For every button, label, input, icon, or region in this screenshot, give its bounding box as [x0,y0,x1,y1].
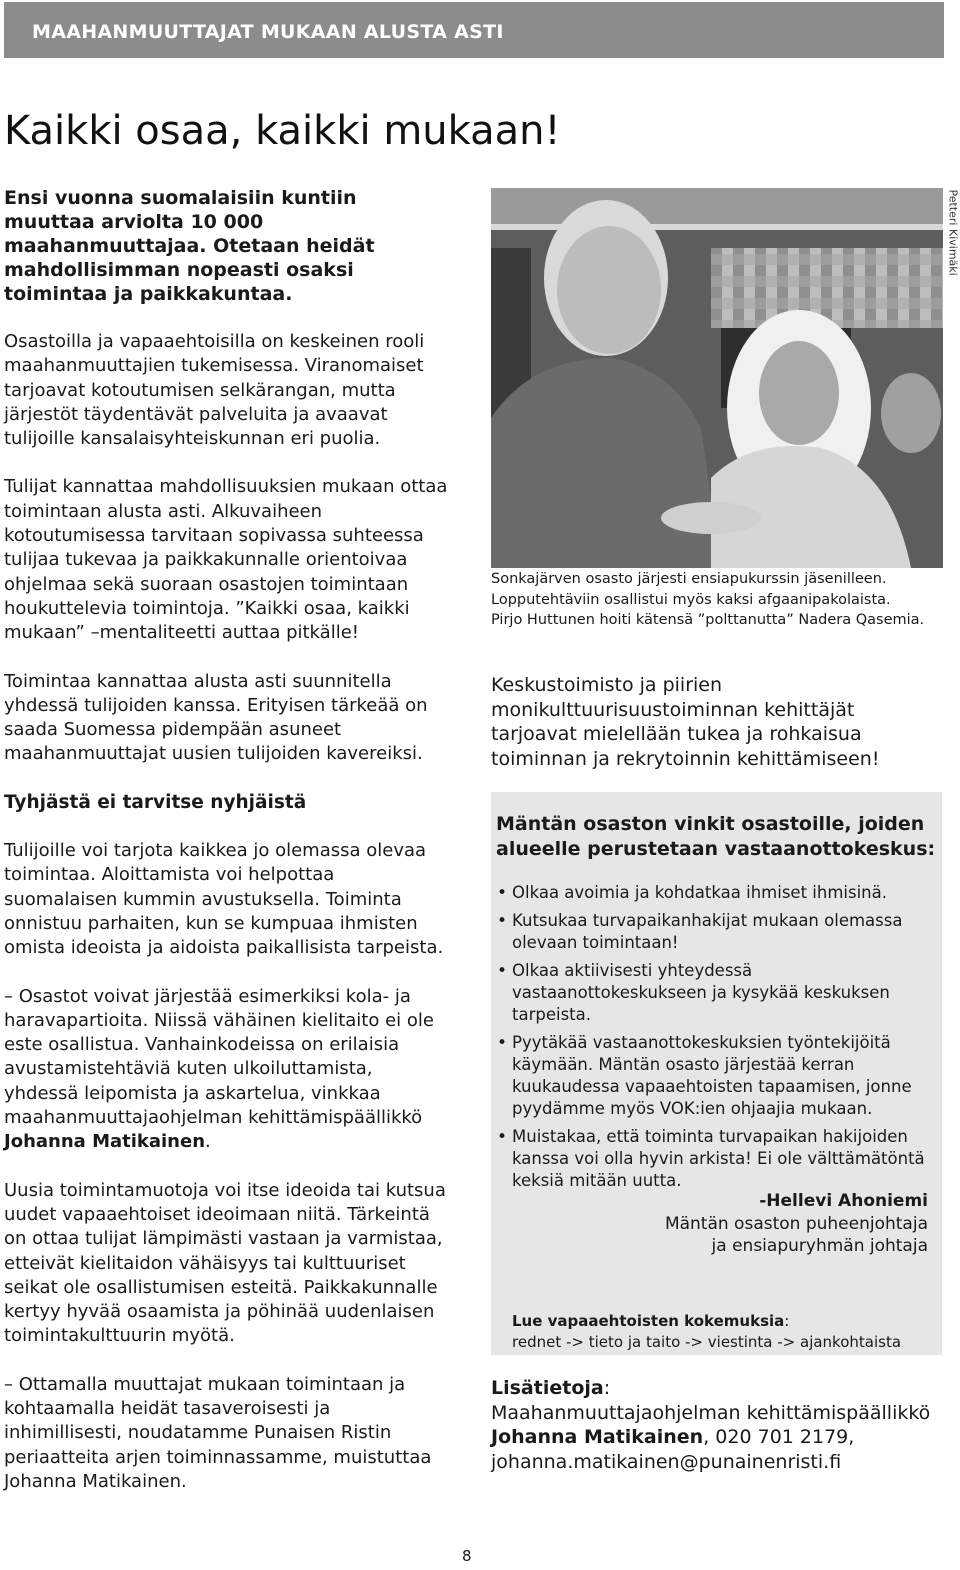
photo-credit-text: Petteri Kivimäki [946,189,960,276]
contact-info: Lisätietoja: Maahanmuuttajaohjelman kehittämispäällikkö Johanna Matikainen, 020 701 2179, johanna.matikainen@punainenristi.fi [491,1376,951,1474]
section-header-bar [4,2,944,58]
tip-item: • Kutsukaa turvapaikanhakijat mukaan olemassa olevaan toimintaan! [491,910,931,954]
caption-line: Pirjo Huttunen hoiti kätensä ”polttanutta” Nadera Qasemia. [491,612,925,628]
article-lead: Ensi vuonna suomalaisiin kuntiin muuttaa arviolta 10 000 maahanmuuttajaa. Otetaan heidät mahdollisimman nopeasti osaksi toimintaa ja paikkakuntaa. [4,187,375,305]
tips-title: Mäntän osaston vinkit osastoille, joiden alueelle perustetaan vastaanottokeskus: [496,813,936,860]
read-more-label: Lue vapaaehtoisten kokemuksia [512,1312,785,1330]
contact-role: Maahanmuuttajaohjelman kehittämispäällikkö [491,1401,931,1424]
contact-phone: 020 701 2179, [715,1426,855,1448]
tips-box [491,792,942,1355]
tip-item: • Olkaa aktiivisesti yhteydessä vastaanottokeskukseen ja kysykää keskuksen tarpeista. [491,960,931,1026]
contact-email[interactable]: johanna.matikainen@punainenristi.fi [491,1450,842,1473]
article-title: Kaikki osaa, kaikki mukaan! [4,108,561,154]
contact-name: Johanna Matikainen [491,1426,704,1448]
tip-item: • Olkaa avoimia ja kohdatkaa ihmiset ihmisinä. [491,882,931,904]
subheading: Tyhjästä ei tarvitse nyhjäistä [4,791,307,813]
signature [665,1190,928,1258]
tips-list [491,882,931,1198]
section-title: MAAHANMUUTTAJAT MUKAAN ALUSTA ASTI [32,21,504,43]
signature-role: Mäntän osaston puheenjohtaja [664,1213,928,1234]
quoted-name: Johanna Matikainen [4,1131,206,1153]
article-body [4,186,452,1518]
paragraph: Osastoilla ja vapaaehtoisilla on keskeinen rooli maahanmuuttajien tukemisessa. Viranomaiset tarjoavat kotoutumisen selkärangan, mutta järjestöt täydentävät palveluita ja avaavat tulijoille kansalaisyhteiskunnan eri puolia. [4,331,425,450]
signature-name: -Hellevi Ahoniemi [759,1191,928,1211]
tip-item: • Muistakaa, että toiminta turvapaikan hakijoiden kanssa voi olla hyvin arkista! Ei ole välttämätöntä keksiä mitään uutta. [491,1126,931,1192]
caption-line: Sonkajärven osasto järjesti ensiapukurssin jäsenilleen. [491,571,887,587]
read-more-path[interactable]: rednet -> tieto ja taito -> viestinta -> ajankohtaista [512,1332,902,1351]
read-more: Lue vapaaehtoisten kokemuksia: rednet -> tieto ja taito -> viestinta -> ajankohtaista [512,1312,902,1351]
paragraph: Uusia toimintamuotoja voi itse ideoida tai kutsua uudet vapaaehtoiset ideoimaan niitä. Tärkeintä on ottaa tulijat lämpimästi vastaan ja varmistaa, etteivät kielitaidon vähäisyys tai kulttuuriset seikat ole osallistumisen esteitä. Paikkakunnalle kertyy hyvää osaamista ja pöhinää uudenlaisen toimintakulttuurin myötä. [4,1179,446,1347]
support-paragraph: Keskustoimisto ja piirien monikulttuurisuustoiminnan kehittäjät tarjoavat mielellään tukea ja rohkaisua toiminnan ja rekrytoinnin kehittämiseen! [491,674,880,770]
photo [491,188,943,568]
photo-credit [946,190,960,300]
paragraph: – Ottamalla muuttajat mukaan toimintaan ja kohtaamalla heidät tasaveroisesti ja inhimillisesti, noudatamme Punaisen Ristin periaatteita arjen toiminnassamme, muistuttaa Johanna Matikainen. [4,1373,432,1492]
page-number: 8 [462,1547,472,1565]
paragraph-with-name: – Osastot voivat järjestää esimerkiksi kola- ja haravapartioita. Niissä vähäinen kielitaito ei ole este osallistua. Vanhainkodeissa on erilaisia avustamistehtäviä kuten ulkoiluttamista, yhdessä leipomista ja askartelua, vinkkaa maahanmuuttajaohjelman kehittämispäällikkö Johanna Matikainen. [4,985,434,1153]
photo-caption [491,569,951,631]
caption-line: Lopputehtäviin osallistui myös kaksi afgaanipakolaista. [491,591,891,608]
paragraph: Tulijoille voi tarjota kaikkea jo olemassa olevaa toimintaa. Aloittamista voi helpottaa suomalaisen kummin avustuksella. Toiminta onnistuu parhaiten, kun se kumpuaa ihmisten omista ideoista ja aidoista paikallisista tarpeista. [4,840,444,959]
paragraph-text: – Osastot voivat järjestää esimerkiksi kola- ja haravapartioita. Niissä vähäinen kielitaito ei ole este osallistua. Vanhainkodeissa on erilaisia avustamistehtäviä kuten ulkoiluttamista, yhdessä leipomista ja askartelua, vinkkaa maahanmuuttajaohjelman kehittämispäällikkö [4,985,434,1129]
tip-item: • Pyytäkää vastaanottokeskuksien työntekijöitä käymään. Mäntän osasto järjestää kerran kuukaudessa vapaaehtoisten tapaamisen, jonne pyydämme myös VOK:ien ohjaajia mukaan. [491,1032,931,1120]
paragraph: Tulijat kannattaa mahdollisuuksien mukaan ottaa toimintaan alusta asti. Alkuvaiheen kotoutumisessa tarvitaan sopivassa suhteessa tulijaa tukevaa ja paikkakunnalle orientoivaa ohjelmaa sekä suoraan osastojen toimintaan houkuttelevia toimintoja. ”Kaikki osaa, kaikki mukaan” –mentaliteetti auttaa pitkälle! [4,476,448,644]
signature-role: ja ensiapuryhmän johtaja [711,1236,928,1256]
contact-label: Lisätietoja [491,1377,604,1399]
paragraph: Toimintaa kannattaa alusta asti suunnitella yhdessä tulijoiden kanssa. Erityisen tärkeää on saada Suomessa pidempään asuneet maahanmuuttajat uusien tulijoiden kavereiksi. [4,670,428,765]
